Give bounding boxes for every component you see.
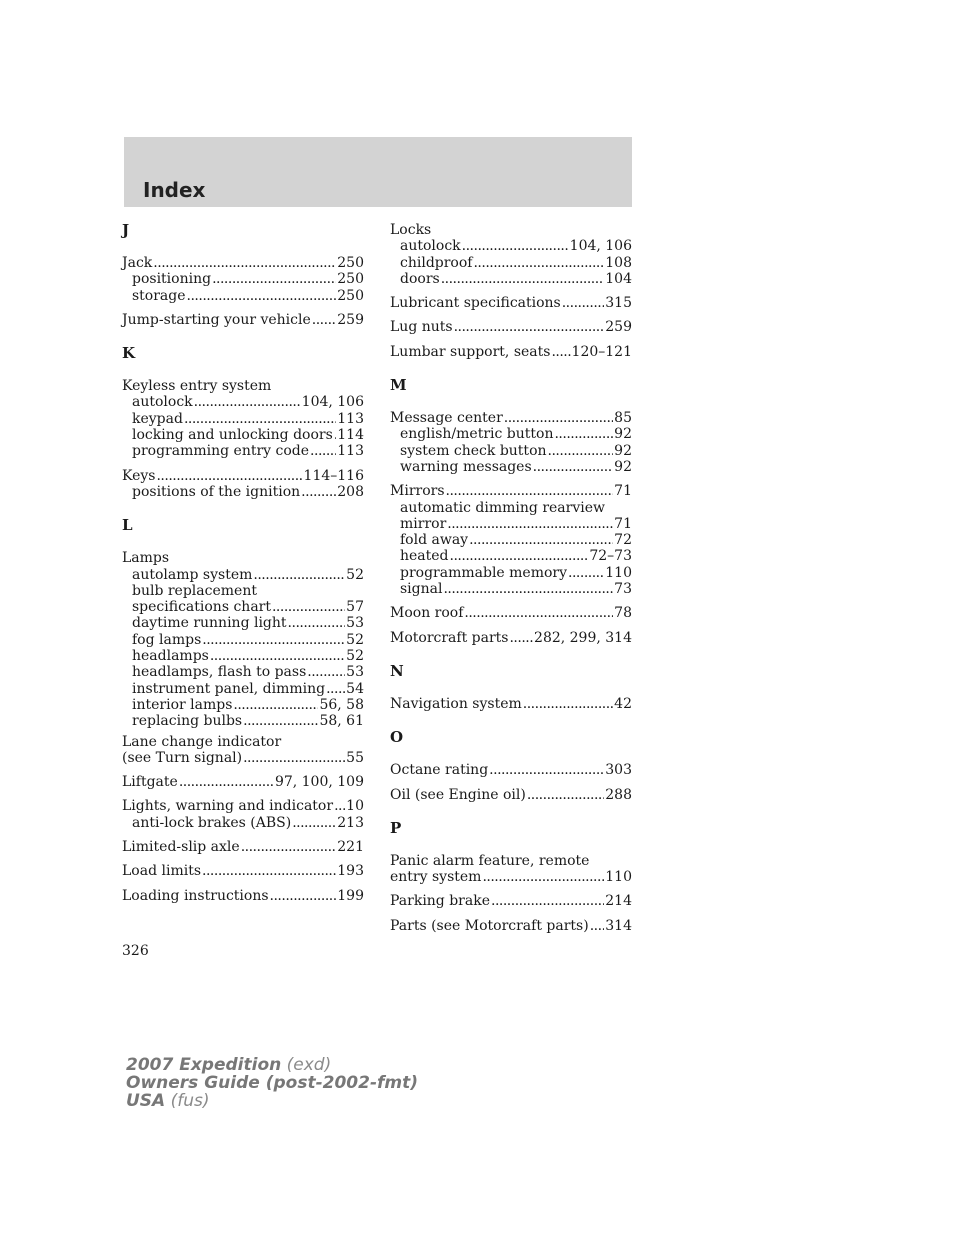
index-entry-entry-system: entry system ..... 110	[390, 869, 632, 885]
index-subentry-keypad: keypad ..... 113	[122, 411, 364, 427]
index-entry-jump-starting: Jump-starting your vehicle ..... 259	[122, 312, 364, 328]
index-subentry-replacing-bulbs: replacing bulbs ..... 58, 61	[122, 713, 364, 729]
index-subentry-autolamp: autolamp system ..... 52	[122, 567, 364, 583]
index-subentry-instrument-panel: instrument panel, dimming ..... 54	[122, 681, 364, 697]
index-column-right	[390, 222, 632, 934]
index-entry-load-limits: Load limits ..... 193	[122, 863, 364, 879]
section-letter-n: N	[390, 661, 404, 680]
footer-document-id	[126, 1056, 418, 1110]
index-entry-navigation: Navigation system ..... 42	[390, 696, 632, 712]
section-letter-m: M	[390, 376, 407, 395]
index-subentry-warning-messages: warning messages ..... 92	[390, 459, 632, 475]
index-subentry-ignition: positions of the ignition ..... 208	[122, 484, 364, 500]
index-subentry-bulb-replacement: bulb replacement	[132, 582, 257, 599]
footer-line-1: 2007 Expedition (exd)	[126, 1055, 332, 1075]
index-entry-oil: Oil (see Engine oil) ..... 288	[390, 787, 632, 803]
section-letter-p: P	[390, 818, 402, 837]
index-entry-loading-instructions: Loading instructions ..... 199	[122, 888, 364, 904]
index-entry-lamps: Lamps	[122, 550, 170, 567]
index-subentry-locks-autolock: autolock ..... 104, 106	[390, 238, 632, 254]
index-entry-panic-alarm: Panic alarm feature, remote	[390, 852, 590, 869]
index-subentry-headlamps: headlamps ..... 52	[122, 648, 364, 664]
index-subentry-signal: signal ..... 73	[390, 581, 632, 597]
index-entry-lug-nuts: Lug nuts ..... 259	[390, 319, 632, 335]
index-entry-message-center: Message center ..... 85	[390, 410, 632, 426]
index-entry-see-turn-signal: (see Turn signal) ..... 55	[122, 750, 364, 766]
index-entry-keyless-entry: Keyless entry system	[122, 378, 272, 395]
index-subentry-flash-to-pass: headlamps, flash to pass ..... 53	[122, 664, 364, 680]
index-subentry-system-check: system check button ..... 92	[390, 443, 632, 459]
index-subentry-auto-dimming: automatic dimming rearview	[400, 499, 606, 516]
index-entry-keys: Keys ..... 114–116	[122, 468, 364, 484]
footer-line-2: Owners Guide (post-2002-fmt)	[126, 1073, 419, 1093]
index-subentry-daytime: daytime running light ..... 53	[122, 615, 364, 631]
index-entry-octane: Octane rating ..... 303	[390, 762, 632, 778]
index-entry-motorcraft: Motorcraft parts ..... 282, 299, 314	[390, 630, 632, 646]
index-subentry-locking: locking and unlocking doors ..... 114	[122, 427, 364, 443]
section-letter-o: O	[390, 728, 404, 747]
page-title: Index	[143, 178, 206, 202]
index-entry-liftgate: Liftgate ..... 97, 100, 109	[122, 774, 364, 790]
index-entry-moon-roof: Moon roof ..... 78	[390, 605, 632, 621]
section-letter-k: K	[122, 344, 136, 363]
index-entry-lane-change: Lane change indicator	[122, 733, 282, 750]
index-entry-mirrors: Mirrors ..... 71	[390, 483, 632, 499]
index-subentry-specifications-chart: specifications chart ..... 57	[122, 599, 364, 615]
index-column-left	[122, 222, 364, 904]
index-entry-lights: Lights, warning and indicator ..... 10	[122, 798, 364, 814]
index-entry-parts: Parts (see Motorcraft parts) ..... 314	[390, 918, 632, 934]
index-subentry-programming: programming entry code ..... 113	[122, 443, 364, 459]
index-subentry-storage: storage ..... 250	[122, 288, 364, 304]
index-subentry-autolock: autolock ..... 104, 106	[122, 394, 364, 410]
index-entry-locks: Locks	[390, 222, 432, 238]
index-subentry-fold-away: fold away ..... 72	[390, 532, 632, 548]
index-entry-jack: Jack ..... 250	[122, 255, 364, 271]
index-entry-parking-brake: Parking brake ..... 214	[390, 893, 632, 909]
index-subentry-positioning: positioning ..... 250	[122, 271, 364, 287]
index-subentry-fog: fog lamps ..... 52	[122, 632, 364, 648]
section-letter-l: L	[122, 516, 133, 535]
index-subentry-interior-lamps: interior lamps ..... 56, 58	[122, 697, 364, 713]
index-subentry-english-metric: english/metric button ..... 92	[390, 426, 632, 442]
page-number: 326	[122, 943, 149, 959]
section-letter-j: J	[122, 221, 130, 239]
index-subentry-mirror: mirror ..... 71	[390, 516, 632, 532]
index-subentry-programmable-memory: programmable memory ..... 110	[390, 565, 632, 581]
index-entry-limited-slip: Limited-slip axle ..... 221	[122, 839, 364, 855]
index-subentry-heated: heated ..... 72–73	[390, 548, 632, 564]
index-entry-lubricant: Lubricant specifications ..... 315	[390, 295, 632, 311]
index-subentry-doors: doors ..... 104	[390, 271, 632, 287]
index-subentry-childproof: childproof ..... 108	[390, 255, 632, 271]
footer-line-3: USA (fus)	[126, 1091, 210, 1111]
index-entry-lumbar: Lumbar support, seats ..... 120–121	[390, 344, 632, 360]
index-subentry-abs: anti-lock brakes (ABS) ..... 213	[122, 815, 364, 831]
